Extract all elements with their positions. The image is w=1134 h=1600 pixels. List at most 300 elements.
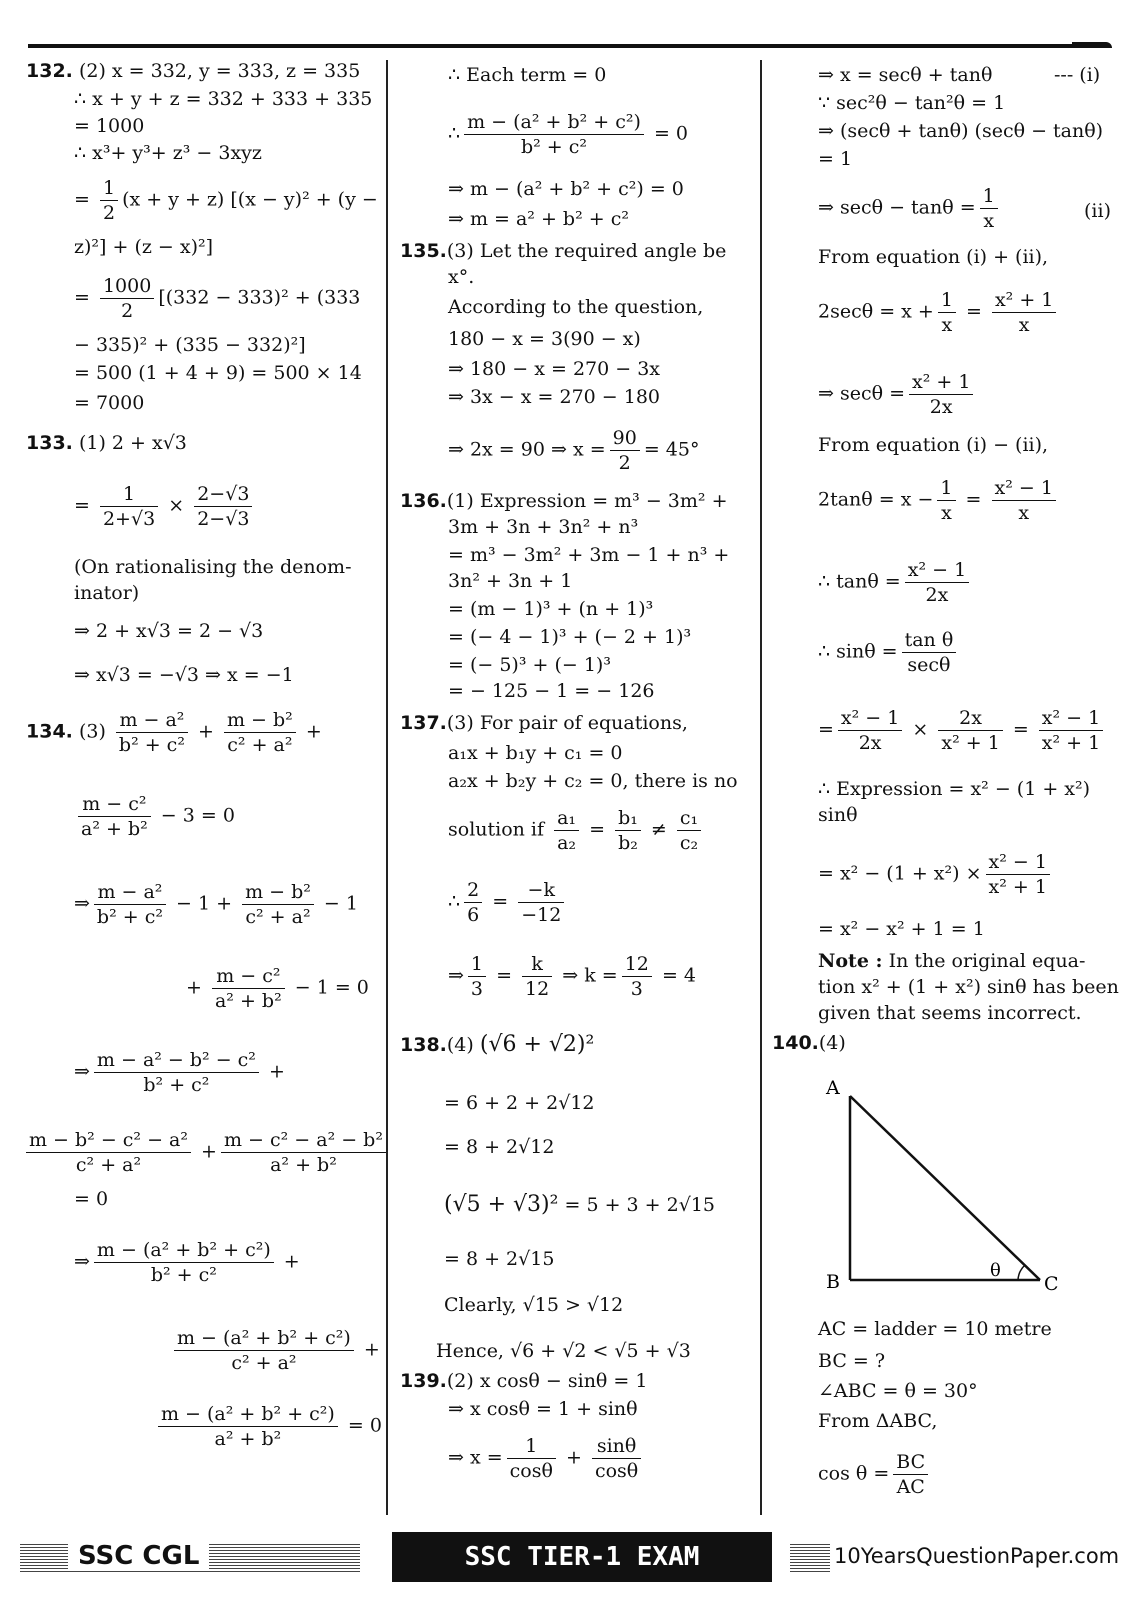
column-divider-1 xyxy=(386,60,388,1515)
fraction xyxy=(838,706,902,755)
r2: ∵ sec²θ − tan²θ = 1 xyxy=(818,92,1006,114)
text: c² + a² xyxy=(75,1154,142,1176)
text: 2 xyxy=(102,202,116,224)
text: ∴ sinθ = xyxy=(818,640,898,663)
text: x² + 1 xyxy=(909,370,973,395)
text: x xyxy=(941,314,953,336)
text: m − (a² + b² + c²) xyxy=(464,110,644,135)
text: ⇒ x = xyxy=(448,1446,503,1469)
text: x² − 1 xyxy=(838,706,902,731)
q137-line6 xyxy=(448,952,696,1001)
r15: sinθ xyxy=(818,804,858,826)
angle-arc xyxy=(1018,1265,1025,1280)
text: 2−√3 xyxy=(197,508,250,530)
text: = 0 xyxy=(347,1414,382,1437)
text: 90 xyxy=(610,426,640,451)
fraction xyxy=(158,1402,338,1451)
text: 12 xyxy=(622,952,652,977)
text: b² + c² xyxy=(96,906,163,928)
eq-tag-ii: (ii) xyxy=(1084,200,1111,222)
text: ⇒ 2x = 90 ⇒ x = xyxy=(448,438,606,461)
q134-line6 xyxy=(26,1128,390,1177)
note-line2: tion x² + (1 + x²) sinθ has been xyxy=(818,976,1119,998)
text: 1 xyxy=(980,184,998,209)
q137-line5 xyxy=(448,878,568,927)
q138-line2: = 6 + 2 + 2√12 xyxy=(444,1092,595,1114)
q134-line9 xyxy=(170,1326,380,1375)
q136-line5: = (m − 1)³ + (n + 1)³ xyxy=(448,598,654,620)
text: (1) 2 + x√3 xyxy=(78,432,187,454)
fraction xyxy=(518,878,564,927)
text: (x + y + z) [(x − y)² + (y − xyxy=(122,188,378,211)
fraction xyxy=(893,1450,928,1499)
text: m − (a² + b² + c²) xyxy=(94,1238,274,1263)
fraction xyxy=(554,806,579,855)
fraction xyxy=(94,1048,259,1097)
q134-line4 xyxy=(186,964,369,1013)
fraction xyxy=(992,476,1056,525)
text: x xyxy=(1018,314,1030,336)
q138-number: 138. xyxy=(400,1034,447,1056)
text: a₂ xyxy=(557,832,577,854)
text: c² + a² xyxy=(245,906,311,928)
text: = 5 + 3 + 2√15 xyxy=(564,1194,715,1216)
text: x² − 1 xyxy=(905,558,969,583)
text: 2 xyxy=(121,300,134,322)
text: 6 xyxy=(467,904,480,926)
text: 2x xyxy=(925,584,949,606)
q135-line1 xyxy=(400,238,726,264)
q134-line3 xyxy=(74,880,358,929)
r1: ⇒ x = secθ + tanθ xyxy=(818,64,993,86)
text: x² + 1 xyxy=(992,288,1056,313)
text: − 1 xyxy=(323,892,358,915)
fraction xyxy=(592,1434,641,1483)
text: 2secθ = x + xyxy=(818,300,934,323)
text: 12 xyxy=(525,978,550,1000)
text: m − (a² + b² + c²) xyxy=(158,1402,338,1427)
fraction xyxy=(622,952,652,1001)
footer-center-text: SSC TIER-1 EXAM xyxy=(464,1542,700,1572)
q133-line2: = $\frac{1}{2+√3}$ × $\frac{2-√3}{2-√3}$ xyxy=(74,482,256,531)
r13 xyxy=(818,706,1107,755)
text: (3) For pair of equations, xyxy=(446,712,688,734)
text: cosθ xyxy=(594,1460,639,1482)
q132-line3: = 1000 xyxy=(74,115,145,137)
text: (3) Let the required angle be xyxy=(446,240,727,262)
fraction xyxy=(94,1238,274,1287)
text: b₂ xyxy=(618,832,638,854)
text: m − a² xyxy=(116,708,188,733)
text: x² − 1 xyxy=(1039,706,1103,731)
text: (√5 + √3)² xyxy=(444,1192,559,1217)
q140-line6 xyxy=(818,1450,932,1499)
text: (4) xyxy=(818,1032,846,1054)
text: x xyxy=(941,502,952,524)
q137-line1 xyxy=(400,710,688,736)
text: 1 xyxy=(100,482,158,507)
q132-line2: ∴ x + y + z = 332 + 333 + 335 xyxy=(74,88,373,110)
q140-number: 140. xyxy=(772,1032,819,1054)
text: (1) Expression = m³ − 3m² + xyxy=(446,490,728,512)
fraction xyxy=(464,110,644,159)
text: (√6 + √2)² xyxy=(479,1032,595,1057)
text: × xyxy=(168,494,185,517)
text: + xyxy=(268,1060,285,1083)
footer-left-text: SSC CGL xyxy=(68,1541,209,1571)
fraction xyxy=(221,1128,386,1177)
text: m − a² − b² − c² xyxy=(94,1048,259,1073)
text: b² + c² xyxy=(143,1074,210,1096)
text: 1 xyxy=(938,288,956,313)
text: b² + c² xyxy=(118,734,185,756)
text: 1 xyxy=(507,1434,556,1459)
q132-line7: = $\frac{1000}{2}$ [(332 − 333)² + (333 xyxy=(74,275,361,322)
text: + xyxy=(363,1338,380,1361)
text: m − c² xyxy=(78,792,151,817)
text: + xyxy=(198,720,214,743)
q136-line2: 3m + 3n + 3n² + n³ xyxy=(448,516,639,538)
fraction xyxy=(902,628,957,677)
fraction xyxy=(100,274,154,323)
text: c₁ xyxy=(677,806,701,831)
column-3 xyxy=(772,58,1119,1498)
text: −12 xyxy=(521,904,562,926)
text: m − b² − c² − a² xyxy=(26,1128,191,1153)
vertex-c: C xyxy=(1044,1273,1059,1295)
fraction xyxy=(909,370,973,419)
footer-left xyxy=(20,1541,360,1572)
fraction xyxy=(212,964,285,1013)
text: ≠ xyxy=(650,818,667,841)
text: a² + b² xyxy=(81,818,148,840)
footer-right xyxy=(790,1544,1120,1572)
text: (3) xyxy=(78,720,106,743)
r10 xyxy=(818,476,1060,525)
q132-line8: − 335)² + (335 − 332)²] xyxy=(74,334,306,356)
text: = 0 xyxy=(653,122,689,145)
r8 xyxy=(818,370,977,419)
q135-line6: ⇒ 3x − x = 270 − 180 xyxy=(448,386,661,408)
q132-line1 xyxy=(26,58,360,84)
q140-line4: ∠ABC = θ = 30° xyxy=(818,1380,978,1402)
text: = 4 xyxy=(661,964,696,987)
fraction xyxy=(224,708,296,757)
text: ⇒ secθ = xyxy=(818,382,905,405)
text: − 1 + xyxy=(176,892,233,915)
note-line1 xyxy=(818,948,1085,974)
fraction xyxy=(242,880,314,929)
q136-line7: = (− 5)³ + (− 1)³ xyxy=(448,654,611,676)
q137-line3: a₂x + b₂y + c₂ = 0, there is no xyxy=(448,770,738,792)
q133-line3: (On rationalising the denom- xyxy=(74,556,352,578)
column-2 xyxy=(400,58,755,1498)
text: x² + 1 xyxy=(941,732,1000,754)
fraction xyxy=(116,708,188,757)
fraction xyxy=(522,952,552,1001)
angle-theta: θ xyxy=(990,1260,1001,1281)
q133-line6: ⇒ x√3 = −√3 ⇒ x = −1 xyxy=(74,664,294,686)
fraction xyxy=(78,792,151,841)
q139-number: 139. xyxy=(400,1370,447,1392)
eq-tag-i: --- (i) xyxy=(1054,64,1101,86)
q136-line4: 3n² + 3n + 1 xyxy=(448,570,573,592)
text: x² − 1 xyxy=(986,850,1050,875)
text: 1 xyxy=(468,952,486,977)
text: ∴ xyxy=(448,122,461,145)
q136-line1 xyxy=(400,488,727,514)
q133-line4: inator) xyxy=(74,582,140,604)
each-term-line: ∴ Each term = 0 xyxy=(448,64,607,86)
note-label: Note : xyxy=(818,950,883,972)
footer-hatch xyxy=(790,1544,830,1572)
q135-line5: ⇒ 180 − x = 270 − 3x xyxy=(448,358,661,380)
text: x² − 1 xyxy=(992,476,1056,501)
r6: From equation (i) + (ii), xyxy=(818,246,1049,268)
q140-line5: From ΔABC, xyxy=(818,1410,938,1432)
q136-line3: = m³ − 3m² + 3m − 1 + n³ + xyxy=(448,544,730,566)
text: ⇒ xyxy=(448,964,464,987)
q134-line5 xyxy=(74,1048,285,1097)
q133-number: 133. xyxy=(26,432,73,454)
text: = x² − (1 + x²) × xyxy=(818,862,982,885)
text: 2 xyxy=(618,452,631,474)
text: c² + a² xyxy=(231,1352,297,1374)
fraction xyxy=(938,706,1002,755)
r3: ⇒ (secθ + tanθ) (secθ − tanθ) xyxy=(818,120,1104,142)
m-line2: ⇒ m = a² + b² + c² xyxy=(448,208,629,230)
text: a² + b² xyxy=(214,1428,282,1450)
top-rule xyxy=(28,44,1106,48)
text: 2tanθ = x − xyxy=(818,488,934,511)
text: = 45° xyxy=(643,438,700,461)
text: (2) x cosθ − sinθ = 1 xyxy=(446,1370,648,1392)
fraction xyxy=(100,176,118,225)
footer-center xyxy=(392,1532,772,1582)
r16 xyxy=(818,850,1054,899)
text: c₂ xyxy=(679,832,699,854)
q138-line6: Clearly, √15 > √12 xyxy=(444,1294,624,1316)
text: 1 xyxy=(100,176,118,201)
fraction xyxy=(986,850,1050,899)
r4: = 1 xyxy=(818,148,853,170)
q136-line8: = − 125 − 1 = − 126 xyxy=(448,680,655,702)
fraction xyxy=(464,878,482,927)
text: In the original equa- xyxy=(882,950,1086,972)
text: cos θ = xyxy=(818,1462,890,1485)
q135-line2: x°. xyxy=(448,266,475,288)
fraction xyxy=(610,426,640,475)
column-1 xyxy=(26,58,383,1498)
text: − 3 = 0 xyxy=(160,804,235,827)
q135-line7 xyxy=(448,426,699,475)
text: (4) xyxy=(446,1034,474,1056)
q132-line5: = $\frac{1}{2}$ (x + y + z) [(x − y)² + (y − xyxy=(74,177,378,224)
text: + xyxy=(305,720,322,743)
q134-number: 134. xyxy=(26,720,73,743)
text: = xyxy=(589,818,606,841)
q140-line1 xyxy=(772,1030,846,1056)
q138-line4 xyxy=(444,1192,715,1218)
triangle-diagram xyxy=(822,1072,1122,1312)
text: ⇒ xyxy=(74,1060,90,1083)
q140-line3: BC = ? xyxy=(818,1350,886,1372)
q132-line10: = 7000 xyxy=(74,392,145,414)
text: 3 xyxy=(470,978,484,1000)
text: m − c² xyxy=(212,964,285,989)
q132-number: 132. xyxy=(26,60,73,82)
text: a₁ xyxy=(554,806,579,831)
text: = xyxy=(965,488,982,511)
text: 2x xyxy=(858,732,882,754)
q133-line1 xyxy=(26,430,187,456)
r14: ∴ Expression = x² − (1 + x²) xyxy=(818,778,1091,800)
text: BC xyxy=(893,1450,928,1475)
q138-line1 xyxy=(400,1032,594,1058)
text: m − b² xyxy=(224,708,296,733)
zero-fraction-line xyxy=(448,110,688,159)
text: b² + c² xyxy=(520,136,588,158)
r9: From equation (i) − (ii), xyxy=(818,434,1049,456)
q134-line10 xyxy=(154,1402,382,1451)
q136-line6: = (− 4 − 1)³ + (− 2 + 1)³ xyxy=(448,626,692,648)
text: ⇒ xyxy=(74,1250,90,1273)
text: m − c² − a² − b² xyxy=(221,1128,386,1153)
text: x xyxy=(1018,502,1030,524)
q138-line5: = 8 + 2√15 xyxy=(444,1248,555,1270)
fraction xyxy=(26,1128,191,1177)
text: −k xyxy=(518,878,564,903)
text: b₁ xyxy=(615,806,641,831)
text: m − a² xyxy=(94,880,166,905)
text: 1000 xyxy=(100,274,154,299)
fraction xyxy=(194,482,252,531)
text: ⇒ k = xyxy=(562,964,618,987)
fraction xyxy=(1039,706,1103,755)
fraction xyxy=(938,288,956,337)
side-ac xyxy=(850,1096,1040,1280)
fraction xyxy=(174,1326,354,1375)
q137-line2: a₁x + b₁y + c₁ = 0 xyxy=(448,742,623,764)
q135-number: 135. xyxy=(400,240,447,262)
q134-line8 xyxy=(74,1238,300,1287)
text: = xyxy=(492,890,509,913)
vertex-b: B xyxy=(826,1271,840,1293)
fraction xyxy=(905,558,969,607)
text: + xyxy=(201,1140,217,1163)
text: = xyxy=(965,300,982,323)
m-line1: ⇒ m − (a² + b² + c²) = 0 xyxy=(448,178,684,200)
text: AC xyxy=(896,1476,925,1498)
q134-line2 xyxy=(74,792,235,841)
fraction xyxy=(992,288,1056,337)
footer-right-text: 10YearsQuestionPaper.com xyxy=(834,1544,1120,1568)
text: secθ xyxy=(907,654,951,676)
q133-line5: ⇒ 2 + x√3 = 2 − √3 xyxy=(74,620,264,642)
q135-line4: 180 − x = 3(90 − x) xyxy=(448,328,641,350)
text: 2x xyxy=(938,706,1002,731)
text: 2+√3 xyxy=(102,508,156,530)
fraction xyxy=(468,952,486,1001)
text: + xyxy=(565,1446,582,1469)
text: sinθ xyxy=(592,1434,641,1459)
fraction xyxy=(507,1434,556,1483)
q139-line1 xyxy=(400,1368,647,1394)
text: x xyxy=(983,210,995,232)
fraction xyxy=(677,806,701,855)
q137-number: 137. xyxy=(400,712,447,734)
r5 xyxy=(818,184,1002,233)
q136-number: 136. xyxy=(400,490,447,512)
text: × xyxy=(912,718,929,741)
text: − 1 = 0 xyxy=(294,976,369,999)
text: cosθ xyxy=(509,1460,553,1482)
q140-line2: AC = ladder = 10 metre xyxy=(818,1318,1052,1340)
text: 3 xyxy=(630,978,643,1000)
text: = xyxy=(496,964,512,987)
text: ⇒ secθ − tanθ = xyxy=(818,196,976,219)
r12 xyxy=(818,628,960,677)
q139-line2: ⇒ x cosθ = 1 + sinθ xyxy=(448,1398,638,1420)
text: = xyxy=(818,718,834,741)
q137-line4 xyxy=(448,806,705,855)
text: 1 xyxy=(937,476,955,501)
text: a² + b² xyxy=(270,1154,337,1176)
text: solution if xyxy=(448,818,545,841)
text: a² + b² xyxy=(214,990,282,1012)
q138-line7: Hence, √6 + √2 < √5 + √3 xyxy=(436,1340,691,1362)
q132-line4: ∴ x³+ y³+ z³ − 3xyz xyxy=(74,142,262,164)
text: ⇒ xyxy=(74,892,90,915)
text: k xyxy=(522,952,552,977)
text: [(332 − 333)² + (333 xyxy=(158,286,361,309)
text: = xyxy=(1012,718,1029,741)
r7 xyxy=(818,288,1060,337)
r17: = x² − x² + 1 = 1 xyxy=(818,918,985,940)
q132-line9: = 500 (1 + 4 + 9) = 500 × 14 xyxy=(74,362,362,384)
text: + xyxy=(283,1250,300,1273)
text: m − b² xyxy=(242,880,314,905)
text: 2 xyxy=(464,878,482,903)
fraction xyxy=(980,184,998,233)
fraction xyxy=(937,476,955,525)
q132-line6: z)²] + (z − x)²] xyxy=(74,236,214,258)
r11 xyxy=(818,558,973,607)
text: m − (a² + b² + c²) xyxy=(174,1326,354,1351)
text: + xyxy=(186,976,202,999)
q135-line3: According to the question, xyxy=(448,296,704,318)
text: ∴ xyxy=(448,890,461,913)
fraction xyxy=(94,880,166,929)
vertex-a: A xyxy=(826,1077,840,1099)
text: x² + 1 xyxy=(988,876,1047,898)
text: b² + c² xyxy=(150,1264,217,1286)
q138-line3: = 8 + 2√12 xyxy=(444,1136,555,1158)
text: ∴ tanθ = xyxy=(818,570,901,593)
text: tan θ xyxy=(902,628,957,653)
text: x² + 1 xyxy=(1041,732,1101,754)
note-line3: given that seems incorrect. xyxy=(818,1002,1082,1024)
q139-line3 xyxy=(448,1434,645,1483)
text: 2−√3 xyxy=(194,482,252,507)
text: c² + a² xyxy=(227,734,293,756)
q134-line1 xyxy=(26,708,322,757)
text: (2) x = 332, y = 333, z = 335 xyxy=(78,60,361,82)
fraction xyxy=(100,482,158,531)
q134-line7: = 0 xyxy=(74,1188,109,1210)
text: 2x xyxy=(929,396,953,418)
column-divider-2 xyxy=(760,60,762,1515)
